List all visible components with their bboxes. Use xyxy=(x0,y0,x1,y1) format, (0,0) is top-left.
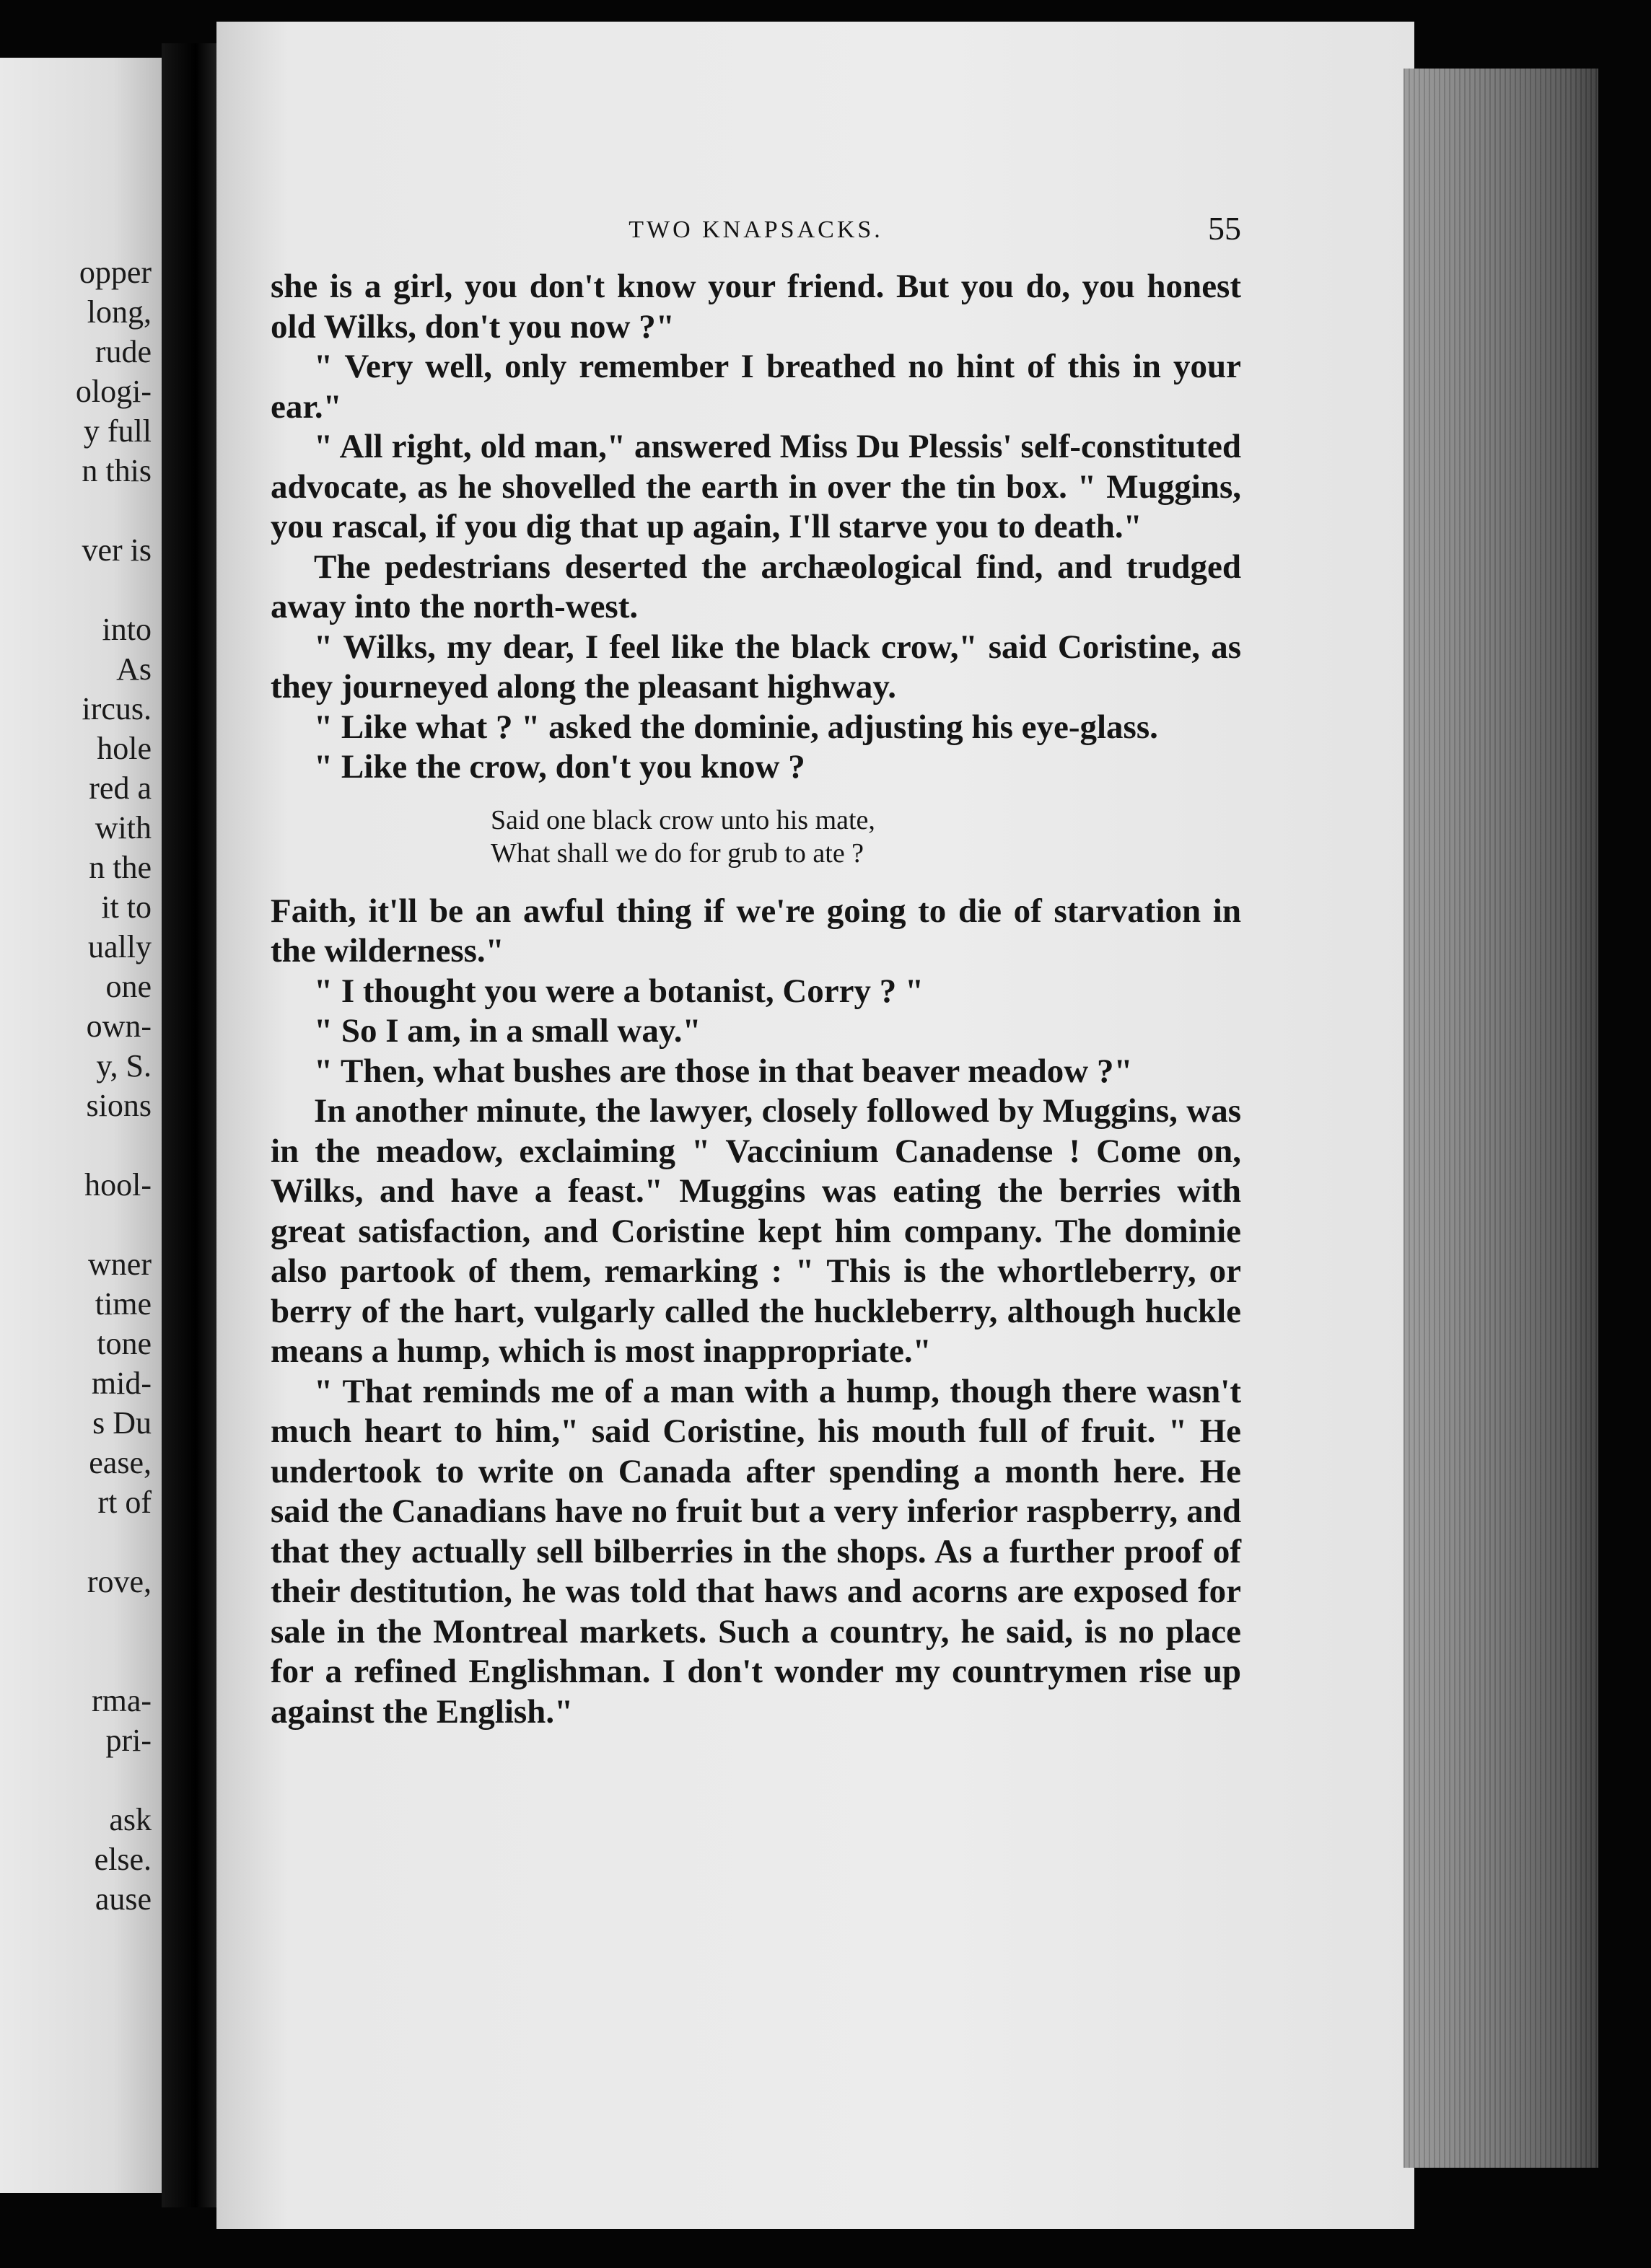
left-fragment: n this xyxy=(82,453,152,488)
left-fragment: wner xyxy=(88,1247,152,1282)
paragraph: The pedestrians deserted the archæological find, and trudged away into the north-west. xyxy=(271,548,1241,625)
paragraph: " Then, what bushes are those in that beaver meadow ?" xyxy=(314,1052,1133,1090)
left-fragment: rove, xyxy=(87,1564,152,1599)
left-fragment: opper xyxy=(79,255,152,290)
paragraph: " Like what ? " asked the dominie, adjusting his eye-glass. xyxy=(314,708,1158,746)
verse-line: Said one black crow unto his mate, xyxy=(491,804,875,835)
left-fragment: one xyxy=(105,969,152,1004)
left-fragment: s Du xyxy=(92,1405,152,1441)
left-fragment: ease, xyxy=(89,1445,152,1480)
left-fragment: sions xyxy=(86,1088,152,1123)
left-fragment xyxy=(76,1760,152,1800)
left-fragment: red a xyxy=(89,770,152,806)
left-fragment: ircus. xyxy=(82,691,152,726)
left-fragment: y full xyxy=(83,413,152,449)
verse-quote xyxy=(271,804,1241,870)
left-fragment: with xyxy=(95,810,152,845)
left-fragment: long, xyxy=(87,294,152,330)
paragraph: " Like the crow, don't you know ? xyxy=(314,748,805,786)
paragraph: " Wilks, my dear, I feel like the black crow," said Coristine, as they journeyed along the pleasant highway. xyxy=(271,628,1241,706)
paragraph: " So I am, in a small way." xyxy=(314,1012,701,1050)
left-fragment xyxy=(76,491,152,530)
left-fragment xyxy=(76,1641,152,1681)
left-fragment xyxy=(76,570,152,610)
left-fragment: own- xyxy=(86,1008,152,1044)
left-fragment xyxy=(76,1522,152,1562)
left-fragment: hole xyxy=(97,731,152,766)
left-fragment: y, S. xyxy=(96,1048,152,1084)
left-fragment xyxy=(76,1125,152,1165)
left-fragment: As xyxy=(116,651,152,687)
book-gutter xyxy=(162,43,224,2207)
left-fragment: mid- xyxy=(91,1366,152,1401)
left-fragment: ver is xyxy=(82,532,152,568)
left-fragment xyxy=(76,1205,152,1244)
paragraph: " I thought you were a botanist, Corry ? " xyxy=(314,972,924,1010)
paragraph: " That reminds me of a man with a hump, though there wasn't much heart to him," said Coristine, his mouth full of fruit. " He undertook to write on Canada after spending a month here. He said the Canadians have no fruit but a very inferior raspberry, and that they actually sell bilberries in the shops. As a further proof of their destitution, he was told that haws and acorns are exposed for sale in the Montreal markets. Such a country, he said, is no place for a refined Englishman. I don't wonder my countrymen rise up against the English." xyxy=(271,1372,1241,1731)
verse-line: What shall we do for grub to ate ? xyxy=(491,838,864,869)
left-fragment: time xyxy=(95,1286,152,1322)
left-fragment: hool- xyxy=(84,1167,152,1203)
left-fragment: ask xyxy=(109,1802,152,1837)
body-text xyxy=(271,267,1241,1732)
paragraph: In another minute, the lawyer, closely followed by Muggins, was in the meadow, exclaiming " Vaccinium Canadense ! Come on, Wilks, and have a feast." Muggins was eating the berries with great satisfaction, and Coristine kept him company. The dominie also partook of them, remarking : " This is the whortleberry, or berry of the hart, vulgarly called the huckleberry, although huckle means a hump, which is most inappropriate." xyxy=(271,1092,1241,1370)
page-content xyxy=(271,209,1241,1732)
paragraph: " All right, old man," answered Miss Du Plessis' self-constituted advocate, as he shovelled the earth in over the tin box. " Muggins, you rascal, if you dig that up again, I'll starve you to death." xyxy=(271,428,1241,545)
page-number: 55 xyxy=(1208,210,1241,247)
left-fragment: tone xyxy=(97,1326,152,1361)
left-fragment: rt of xyxy=(97,1485,152,1520)
left-page-text-fragments xyxy=(76,252,152,1919)
left-fragment: ually xyxy=(88,929,152,964)
left-fragment: ause xyxy=(95,1881,152,1917)
running-title: TWO KNAPSACKS. xyxy=(629,216,883,243)
left-fragment: pri- xyxy=(105,1723,152,1758)
left-fragment xyxy=(76,1601,152,1641)
page-edges xyxy=(1403,69,1598,2168)
left-page xyxy=(0,58,162,2193)
paragraph: Faith, it'll be an awful thing if we're going to die of starvation in the wilderness." xyxy=(271,892,1241,970)
left-fragment: ologi- xyxy=(75,374,152,409)
left-fragment: it to xyxy=(101,889,152,925)
left-fragment: into xyxy=(102,612,152,647)
paragraph: " Very well, only remember I breathed no hint of this in your ear." xyxy=(271,348,1241,426)
left-fragment: n the xyxy=(89,850,152,885)
paragraph: she is a girl, you don't know your friend. But you do, you honest old Wilks, don't you now ?" xyxy=(271,268,1241,346)
left-fragment: rma- xyxy=(91,1683,152,1718)
left-fragment: else. xyxy=(94,1842,152,1877)
left-fragment: rude xyxy=(95,334,152,369)
running-head xyxy=(271,209,1241,267)
